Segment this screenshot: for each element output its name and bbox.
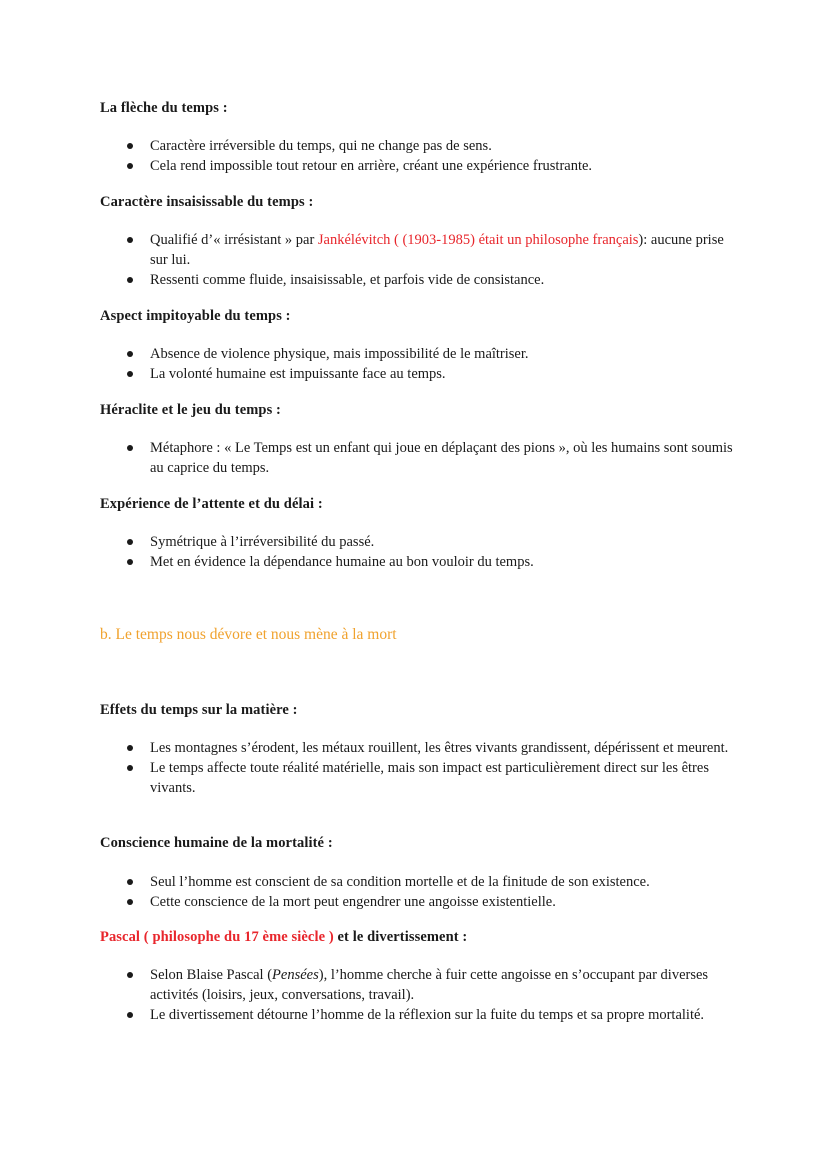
bullet-list [100, 344, 740, 384]
bullet-list [100, 438, 740, 478]
bullet-list [100, 230, 740, 290]
list-item: Symétrique à l’irréversibilité du passé. [100, 532, 740, 552]
list-item: Met en évidence la dépendance humaine au bon vouloir du temps. [100, 552, 740, 572]
section-heading: Expérience de l’attente et du délai : [100, 496, 323, 512]
list-item: Le temps affecte toute réalité matérielle, mais son impact est particulièrement direct sur les êtres vivants. [100, 758, 740, 798]
bullet-list [100, 738, 740, 798]
list-item: Le divertissement détourne l’homme de la réflexion sur la fuite du temps et sa propre mortalité. [100, 1005, 740, 1025]
list-item: Seul l’homme est conscient de sa condition mortelle et de la finitude de son existence. [100, 872, 740, 892]
section-heading: La flèche du temps : [100, 100, 228, 116]
bullet-list [100, 136, 740, 176]
subtitle: b. Le temps nous dévore et nous mène à la mort [100, 626, 397, 643]
list-item: Les montagnes s’érodent, les métaux rouillent, les êtres vivants grandissent, dépérissent et meurent. [100, 738, 740, 758]
list-item: Cela rend impossible tout retour en arrière, créant une expérience frustrante. [100, 156, 740, 176]
section-heading: Effets du temps sur la matière : [100, 702, 298, 718]
section-heading: Héraclite et le jeu du temps : [100, 402, 281, 418]
list-item: Absence de violence physique, mais impossibilité de le maîtriser. [100, 344, 740, 364]
pascal-heading-red: Pascal ( philosophe du 17 ème siècle ) [100, 929, 334, 945]
bullet-list [100, 532, 740, 572]
list-item: Cette conscience de la mort peut engendrer une angoisse existentielle. [100, 892, 740, 912]
section-heading: Aspect impitoyable du temps : [100, 308, 291, 324]
bullet-list [100, 872, 740, 912]
list-item: Caractère irréversible du temps, qui ne change pas de sens. [100, 136, 740, 156]
bullet-list [100, 965, 740, 1025]
list-item: La volonté humaine est impuissante face au temps. [100, 364, 740, 384]
list-item: Métaphore : « Le Temps est un enfant qui joue en déplaçant des pions », où les humains sont soumis au caprice du temps. [100, 438, 740, 478]
philosopher-name: Jankélévitch ( (1903-1985) était un philosophe français [317, 232, 639, 248]
list-item: Selon Blaise Pascal (Pensées), l’homme cherche à fuir cette angoisse en s’occupant par diverses activités (loisirs, jeux, conversations, travail). [100, 965, 740, 1005]
book-title: Pensées [272, 967, 319, 983]
section-heading: Conscience humaine de la mortalité : [100, 835, 333, 851]
section-heading: Caractère insaisissable du temps : [100, 194, 314, 210]
section-heading: Pascal ( philosophe du 17 ème siècle ) et le divertissement : [100, 929, 468, 945]
list-item: Ressenti comme fluide, insaisissable, et parfois vide de consistance. [100, 270, 740, 290]
list-item: Qualifié d’« irrésistant » par Jankélévitch ( (1903-1985) était un philosophe français): aucune prise sur lui. [100, 230, 740, 270]
